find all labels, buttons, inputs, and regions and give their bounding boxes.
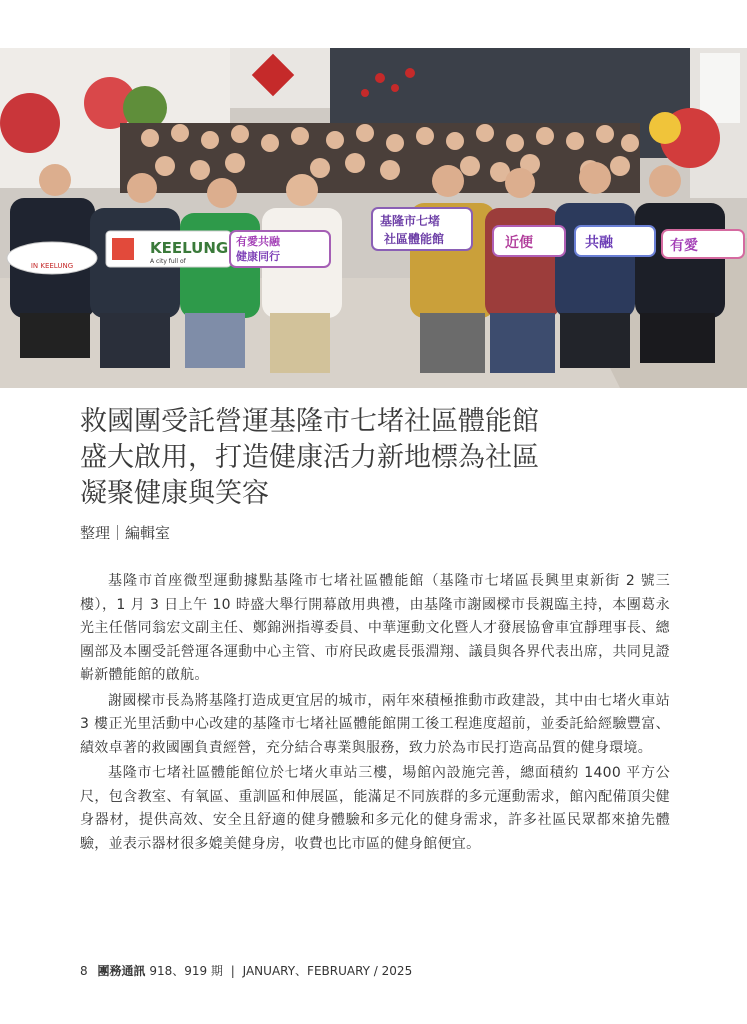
sign-inclusion: 共融 [585,235,613,251]
page-number: 8 [80,964,88,978]
sign-love: 有愛 [670,238,698,254]
sign-oval: IN KEELUNG [30,262,74,270]
issue-date: JANUARY、FEBRUARY / 2025 [242,964,413,978]
publication-name: 團務通訊 [97,964,146,978]
article-byline: 整理｜編輯室 [80,524,171,542]
sign-mid-line2: 社區體能館 [384,232,445,246]
title-line-2: 盛大啟用，打造健康活力新地標為社區 [80,442,539,473]
article-paragraph: 基隆市七堵社區體能館位於七堵火車站三樓，場館內設施完善，總面積約 1400 平方公尺，包含教室、有氧區、重訓區和伸展區，能滿足不同族群的多元運動需求，館內配備頂尖健身器材，提供高效、安全且舒適的健身體驗和多元化的健身需求，許多社區民眾都來搶先體驗，並表示器材很多媲美健身房，收費也比市區的健身館便宜。 [80,765,670,852]
sign-mid-line1: 基隆市七堵 [380,214,441,228]
issue-number: 918、919 期 [149,964,223,978]
title-line-3: 凝聚健康與笑容 [80,478,269,509]
event-photo [0,48,747,388]
sign-keelung-brand: KEELUNG [150,239,229,257]
article-title [80,404,680,512]
sign-left-line1: 有愛共融 [236,235,280,248]
footer-separator: | [230,964,235,978]
article-paragraph: 基隆市首座微型運動據點基隆市七堵社區體能館（基隆市七堵區長興里東新街 2 號三樓），1 月 3 日上午 10 時盛大舉行開幕啟用典禮，由基隆市謝國樑市長親臨主持，本團葛永光主任偕同翁宏文副主任、鄭錦洲指導委員、中華運動文化暨人才發展協會車宜靜理事長、總團部及本團受託營運各運動中心主管、市府民政處長張淵翔、議員與各界代表出席，共同見證嶄新體能館的啟航。 [80,573,670,683]
sign-keelung-tagline: A city full of [150,258,186,265]
article-body [80,570,670,858]
page-footer [80,962,412,979]
sign-near: 近便 [505,235,533,251]
title-line-1: 救國團受託營運基隆市七堵社區體能館 [80,406,539,437]
article-paragraph: 謝國樑市長為將基隆打造成更宜居的城市，兩年來積極推動市政建設，其中由七堵火車站 3 樓正光里活動中心改建的基隆市七堵社區體能館開工後工程進度超前，並委託給經驗豐富、績效卓著的救國團負責經營，充分結合專業與服務，致力於為市民打造高品質的健身環境。 [80,692,670,756]
event-photo-illustration [0,48,747,388]
sign-left-line2: 健康同行 [236,250,280,263]
